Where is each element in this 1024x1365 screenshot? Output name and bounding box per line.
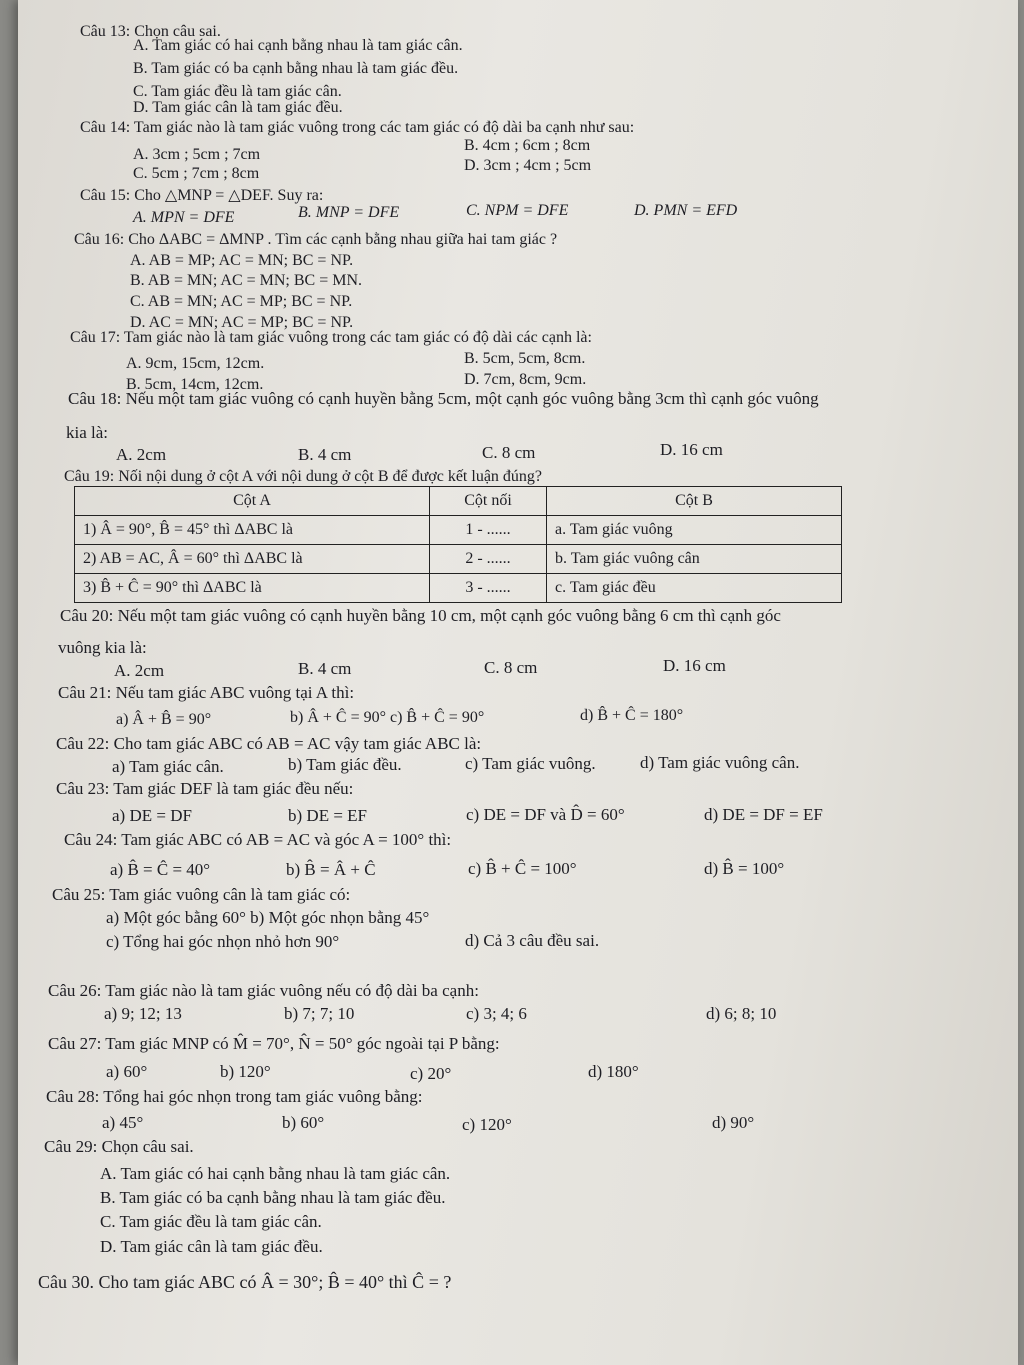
q20-title-cont: vuông kia là: bbox=[58, 638, 147, 657]
q26-option-d: d) 6; 8; 10 bbox=[706, 1004, 777, 1023]
q21-option-a: a) Â + B̂ = 90° bbox=[116, 711, 212, 728]
q18-option-a: A. 2cm bbox=[116, 445, 167, 464]
q20-title: Câu 20: Nếu một tam giác vuông có cạnh huyền bằng 10 cm, một cạnh góc vuông bằng 6 cm thì cạnh góc bbox=[60, 606, 781, 625]
table-row bbox=[75, 516, 842, 545]
q30-title: Câu 30. Cho tam giác ABC có Â = 30°; B̂ = 40° thì Ĉ = ? bbox=[38, 1272, 452, 1292]
q28-title: Câu 28: Tổng hai góc nhọn trong tam giác vuông bằng: bbox=[46, 1087, 423, 1106]
q24-option-c: c) B̂ + Ĉ = 100° bbox=[468, 859, 577, 878]
q17-option-c: B. 5cm, 14cm, 12cm. bbox=[126, 376, 264, 393]
q25-option-d: d) Cả 3 câu đều sai. bbox=[465, 931, 600, 950]
q23-option-b: b) DE = EF bbox=[288, 806, 367, 825]
q16-title: Câu 16: Cho ΔABC = ΔMNP . Tìm các cạnh bằng nhau giữa hai tam giác ? bbox=[74, 231, 558, 248]
q18-option-c: C. 8 cm bbox=[482, 443, 536, 462]
q20-option-b: B. 4 cm bbox=[298, 659, 352, 678]
q26-option-a: a) 9; 12; 13 bbox=[104, 1004, 182, 1023]
q27-option-d: d) 180° bbox=[588, 1062, 639, 1081]
q29-title: Câu 29: Chọn câu sai. bbox=[44, 1137, 194, 1156]
q25-option-a-b: a) Một góc bằng 60° b) Một góc nhọn bằng 45° bbox=[106, 908, 430, 927]
q21-option-b-c: b) Â + Ĉ = 90° c) B̂ + Ĉ = 90° bbox=[290, 709, 485, 726]
q28-option-a: a) 45° bbox=[102, 1113, 144, 1132]
q18-option-b: B. 4 cm bbox=[298, 445, 352, 464]
q17-title: Câu 17: Tam giác nào là tam giác vuông trong các tam giác có độ dài các cạnh là: bbox=[70, 329, 592, 346]
q16-option-c: C. AB = MN; AC = MP; BC = NP. bbox=[130, 293, 353, 310]
q29-option-a: A. Tam giác có hai cạnh bằng nhau là tam giác cân. bbox=[100, 1164, 451, 1183]
q22-title: Câu 22: Cho tam giác ABC có AB = AC vậy tam giác ABC là: bbox=[56, 734, 482, 753]
q21-option-d: d) B̂ + Ĉ = 180° bbox=[580, 707, 684, 724]
q27-option-b: b) 120° bbox=[220, 1062, 271, 1081]
q14-option-a: A. 3cm ; 5cm ; 7cm bbox=[133, 146, 261, 163]
row-1-connect[interactable]: 1 - ...... bbox=[430, 516, 547, 545]
q23-option-d: d) DE = DF = EF bbox=[704, 805, 823, 824]
q22-option-d: d) Tam giác vuông cân. bbox=[640, 753, 800, 772]
q29-option-c: C. Tam giác đều là tam giác cân. bbox=[100, 1212, 322, 1231]
q13-option-a: A. Tam giác có hai cạnh bằng nhau là tam giác cân. bbox=[133, 37, 463, 54]
q29-option-b: B. Tam giác có ba cạnh bằng nhau là tam giác đều. bbox=[100, 1188, 446, 1207]
q19-title: Câu 19: Nối nội dung ở cột A với nội dung ở cột B để được kết luận đúng? bbox=[64, 468, 543, 485]
row-2-col-b: b. Tam giác vuông cân bbox=[547, 545, 842, 574]
q29-option-d: D. Tam giác cân là tam giác đều. bbox=[100, 1237, 323, 1256]
q27-title: Câu 27: Tam giác MNP có M̂ = 70°, N̂ = 50° góc ngoài tại P bằng: bbox=[48, 1034, 500, 1053]
q14-option-d: D. 3cm ; 4cm ; 5cm bbox=[464, 157, 592, 174]
q27-option-a: a) 60° bbox=[106, 1062, 148, 1081]
row-1-col-b: a. Tam giác vuông bbox=[547, 516, 842, 545]
q23-title: Câu 23: Tam giác DEF là tam giác đều nếu: bbox=[56, 779, 354, 798]
q20-option-d: D. 16 cm bbox=[663, 656, 726, 675]
q13-option-d: D. Tam giác cân là tam giác đều. bbox=[133, 99, 343, 116]
row-1-col-a: 1) Â = 90°, B̂ = 45° thì ΔABC là bbox=[75, 516, 430, 545]
q20-option-c: C. 8 cm bbox=[484, 658, 538, 677]
table-row bbox=[75, 545, 842, 574]
q22-option-a: a) Tam giác cân. bbox=[112, 757, 224, 776]
q27-option-c: c) 20° bbox=[410, 1064, 452, 1083]
q17-option-a: A. 9cm, 15cm, 12cm. bbox=[126, 355, 265, 372]
q28-option-b: b) 60° bbox=[282, 1113, 325, 1132]
q15-option-b: B. MNP = DFE bbox=[298, 204, 400, 221]
q26-title: Câu 26: Tam giác nào là tam giác vuông nếu có độ dài ba cạnh: bbox=[48, 981, 479, 1000]
q16-option-a: A. AB = MP; AC = MN; BC = NP. bbox=[130, 252, 354, 269]
q15-title: Câu 15: Cho △MNP = △DEF. Suy ra: bbox=[80, 187, 324, 204]
q17-option-b: B. 5cm, 5cm, 8cm. bbox=[464, 350, 586, 367]
q15-option-a: A. MPN = DFE bbox=[133, 209, 235, 226]
q24-option-b: b) B̂ = Â + Ĉ bbox=[286, 860, 376, 879]
row-3-col-b: c. Tam giác đều bbox=[547, 574, 842, 603]
q22-option-b: b) Tam giác đều. bbox=[288, 755, 402, 774]
q15-option-c: C. NPM = DFE bbox=[466, 202, 569, 219]
q24-option-d: d) B̂ = 100° bbox=[704, 859, 785, 878]
q13-option-c: C. Tam giác đều là tam giác cân. bbox=[133, 83, 342, 100]
table-row bbox=[75, 574, 842, 603]
column-a-header: Cột A bbox=[75, 487, 430, 516]
q24-title: Câu 24: Tam giác ABC có AB = AC và góc A = 100° thì: bbox=[64, 830, 452, 849]
q24-option-a: a) B̂ = Ĉ = 40° bbox=[110, 860, 211, 879]
q25-option-c: c) Tổng hai góc nhọn nhỏ hơn 90° bbox=[106, 932, 340, 951]
q28-option-c: c) 120° bbox=[462, 1115, 512, 1134]
row-3-col-a: 3) B̂ + Ĉ = 90° thì ΔABC là bbox=[75, 574, 430, 603]
table-header-row bbox=[75, 487, 842, 516]
column-b-header: Cột B bbox=[547, 487, 842, 516]
q19-matching-table bbox=[74, 486, 842, 603]
row-2-col-a: 2) AB = AC, Â = 60° thì ΔABC là bbox=[75, 545, 430, 574]
q26-option-c: c) 3; 4; 6 bbox=[466, 1004, 527, 1023]
q18-title-cont: kia là: bbox=[66, 423, 109, 442]
q28-option-d: d) 90° bbox=[712, 1113, 755, 1132]
q14-option-b: B. 4cm ; 6cm ; 8cm bbox=[464, 137, 591, 154]
q26-option-b: b) 7; 7; 10 bbox=[284, 1004, 355, 1023]
q20-option-a: A. 2cm bbox=[114, 661, 165, 680]
q23-option-a: a) DE = DF bbox=[112, 806, 192, 825]
q16-option-b: B. AB = MN; AC = MN; BC = MN. bbox=[130, 272, 363, 289]
row-2-connect[interactable]: 2 - ...... bbox=[430, 545, 547, 574]
q25-title: Câu 25: Tam giác vuông cân là tam giác có: bbox=[52, 885, 351, 904]
q23-option-c: c) DE = DF và D̂ = 60° bbox=[466, 805, 625, 824]
q14-option-c: C. 5cm ; 7cm ; 8cm bbox=[133, 165, 260, 182]
q16-option-d: D. AC = MN; AC = MP; BC = NP. bbox=[130, 314, 354, 331]
q17-option-d: D. 7cm, 8cm, 9cm. bbox=[464, 371, 587, 388]
q15-option-d: D. PMN = EFD bbox=[634, 202, 738, 219]
worksheet-page bbox=[18, 0, 1018, 1365]
q13-title: Câu 13: Chọn câu sai. bbox=[80, 23, 221, 40]
q13-option-b: B. Tam giác có ba cạnh bằng nhau là tam giác đều. bbox=[133, 60, 459, 77]
q18-option-d: D. 16 cm bbox=[660, 440, 723, 459]
column-connect-header: Cột nối bbox=[430, 487, 547, 516]
row-3-connect[interactable]: 3 - ...... bbox=[430, 574, 547, 603]
q14-title: Câu 14: Tam giác nào là tam giác vuông trong các tam giác có độ dài ba cạnh như sau: bbox=[80, 119, 635, 136]
q22-option-c: c) Tam giác vuông. bbox=[465, 754, 596, 773]
q21-title: Câu 21: Nếu tam giác ABC vuông tại A thì: bbox=[58, 683, 355, 702]
q18-title: Câu 18: Nếu một tam giác vuông có cạnh huyền bằng 5cm, một cạnh góc vuông bằng 3cm thì cạnh góc vuông bbox=[68, 389, 819, 408]
